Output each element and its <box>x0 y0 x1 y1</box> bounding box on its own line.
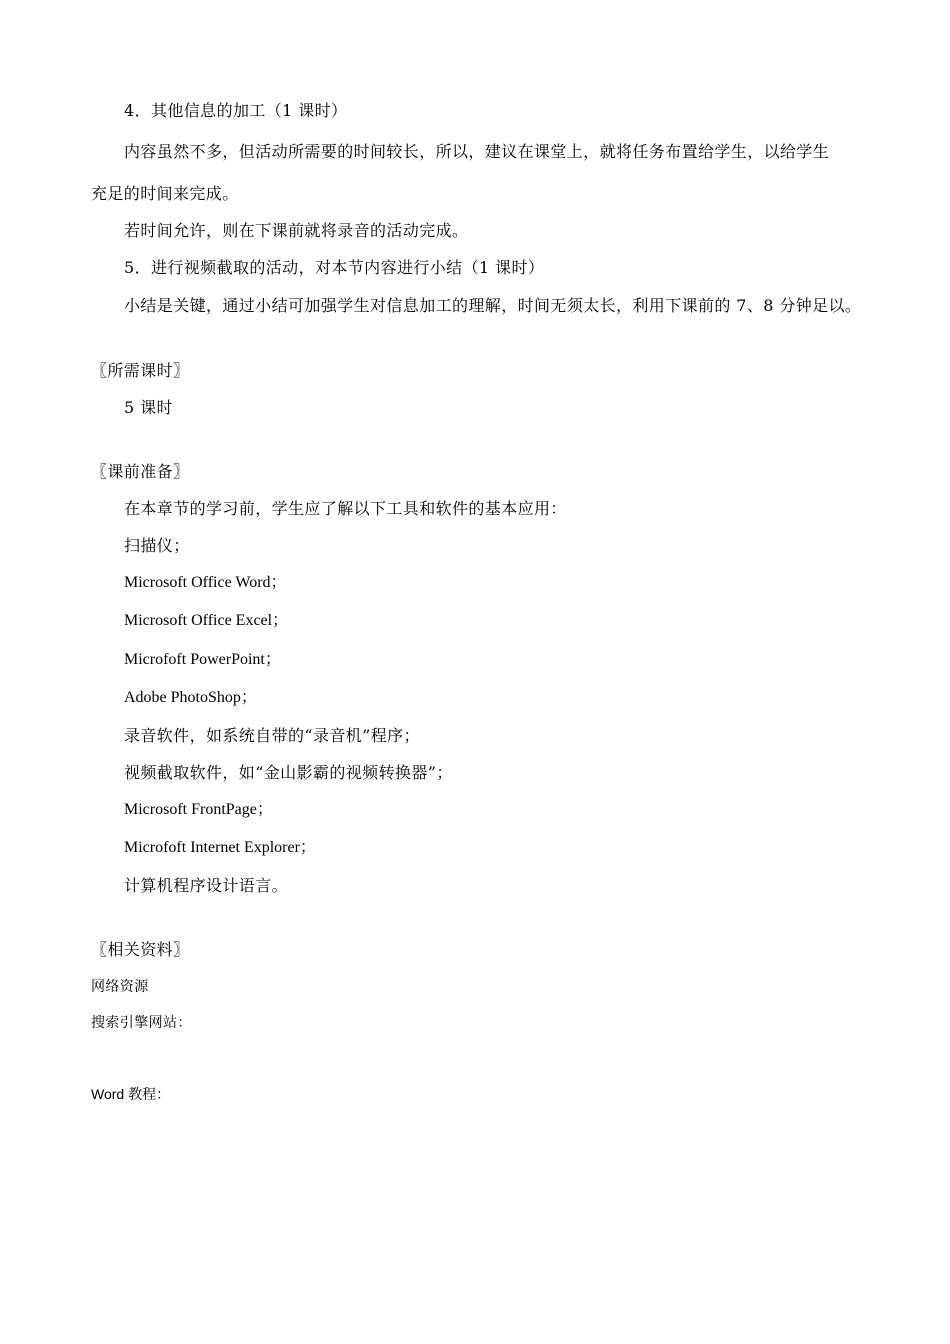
prep-item-recorder: 录音软件，如系统自带的“录音机”程序； <box>124 726 420 745</box>
hours-heading: 〖所需课时〗 <box>91 361 190 380</box>
prep-item-frontpage: Microsoft FrontPage； <box>124 801 273 818</box>
section-4-heading: 4．其他信息的加工（1 课时） <box>124 101 348 120</box>
resources-heading: 〖相关资料〗 <box>91 940 190 959</box>
prep-item-powerpoint: Microfoft PowerPoint； <box>124 651 281 668</box>
resources-word-tutorial: Word 教程： <box>91 1086 171 1102</box>
prep-item-internet-explorer: Microfoft Internet Explorer； <box>124 839 316 856</box>
resources-network: 网络资源 <box>91 979 149 995</box>
prep-heading: 〖课前准备〗 <box>91 462 190 481</box>
section-4-paragraph-line-1: 内容虽然不多，但活动所需要的时间较长，所以，建议在课堂上，就将任务布置给学生，以给学生 <box>124 142 830 161</box>
section-5-paragraph: 小结是关键，通过小结可加强学生对信息加工的理解，时间无须太长，利用下课前的 7、8 分钟足以。 <box>124 296 862 315</box>
prep-item-photoshop: Adobe PhotoShop； <box>124 689 257 706</box>
section-4-paragraph-line-2: 充足的时间来完成。 <box>91 184 239 203</box>
prep-item-scanner: 扫描仪； <box>124 536 190 555</box>
prep-intro: 在本章节的学习前，学生应了解以下工具和软件的基本应用： <box>124 499 567 518</box>
prep-item-programming-language: 计算机程序设计语言。 <box>124 876 289 895</box>
resources-search-engines: 搜索引擎网站： <box>91 1015 192 1031</box>
section-5-heading: 5．进行视频截取的活动，对本节内容进行小结（1 课时） <box>124 258 545 277</box>
hours-value: 5 课时 <box>124 398 173 417</box>
prep-item-video-capture: 视频截取软件，如“金山影霸的视频转换器”； <box>124 763 453 782</box>
prep-item-word: Microsoft Office Word； <box>124 574 287 591</box>
prep-item-excel: Microsoft Office Excel； <box>124 612 289 629</box>
section-4-paragraph-2: 若时间允许，则在下课前就将录音的活动完成。 <box>124 221 469 240</box>
